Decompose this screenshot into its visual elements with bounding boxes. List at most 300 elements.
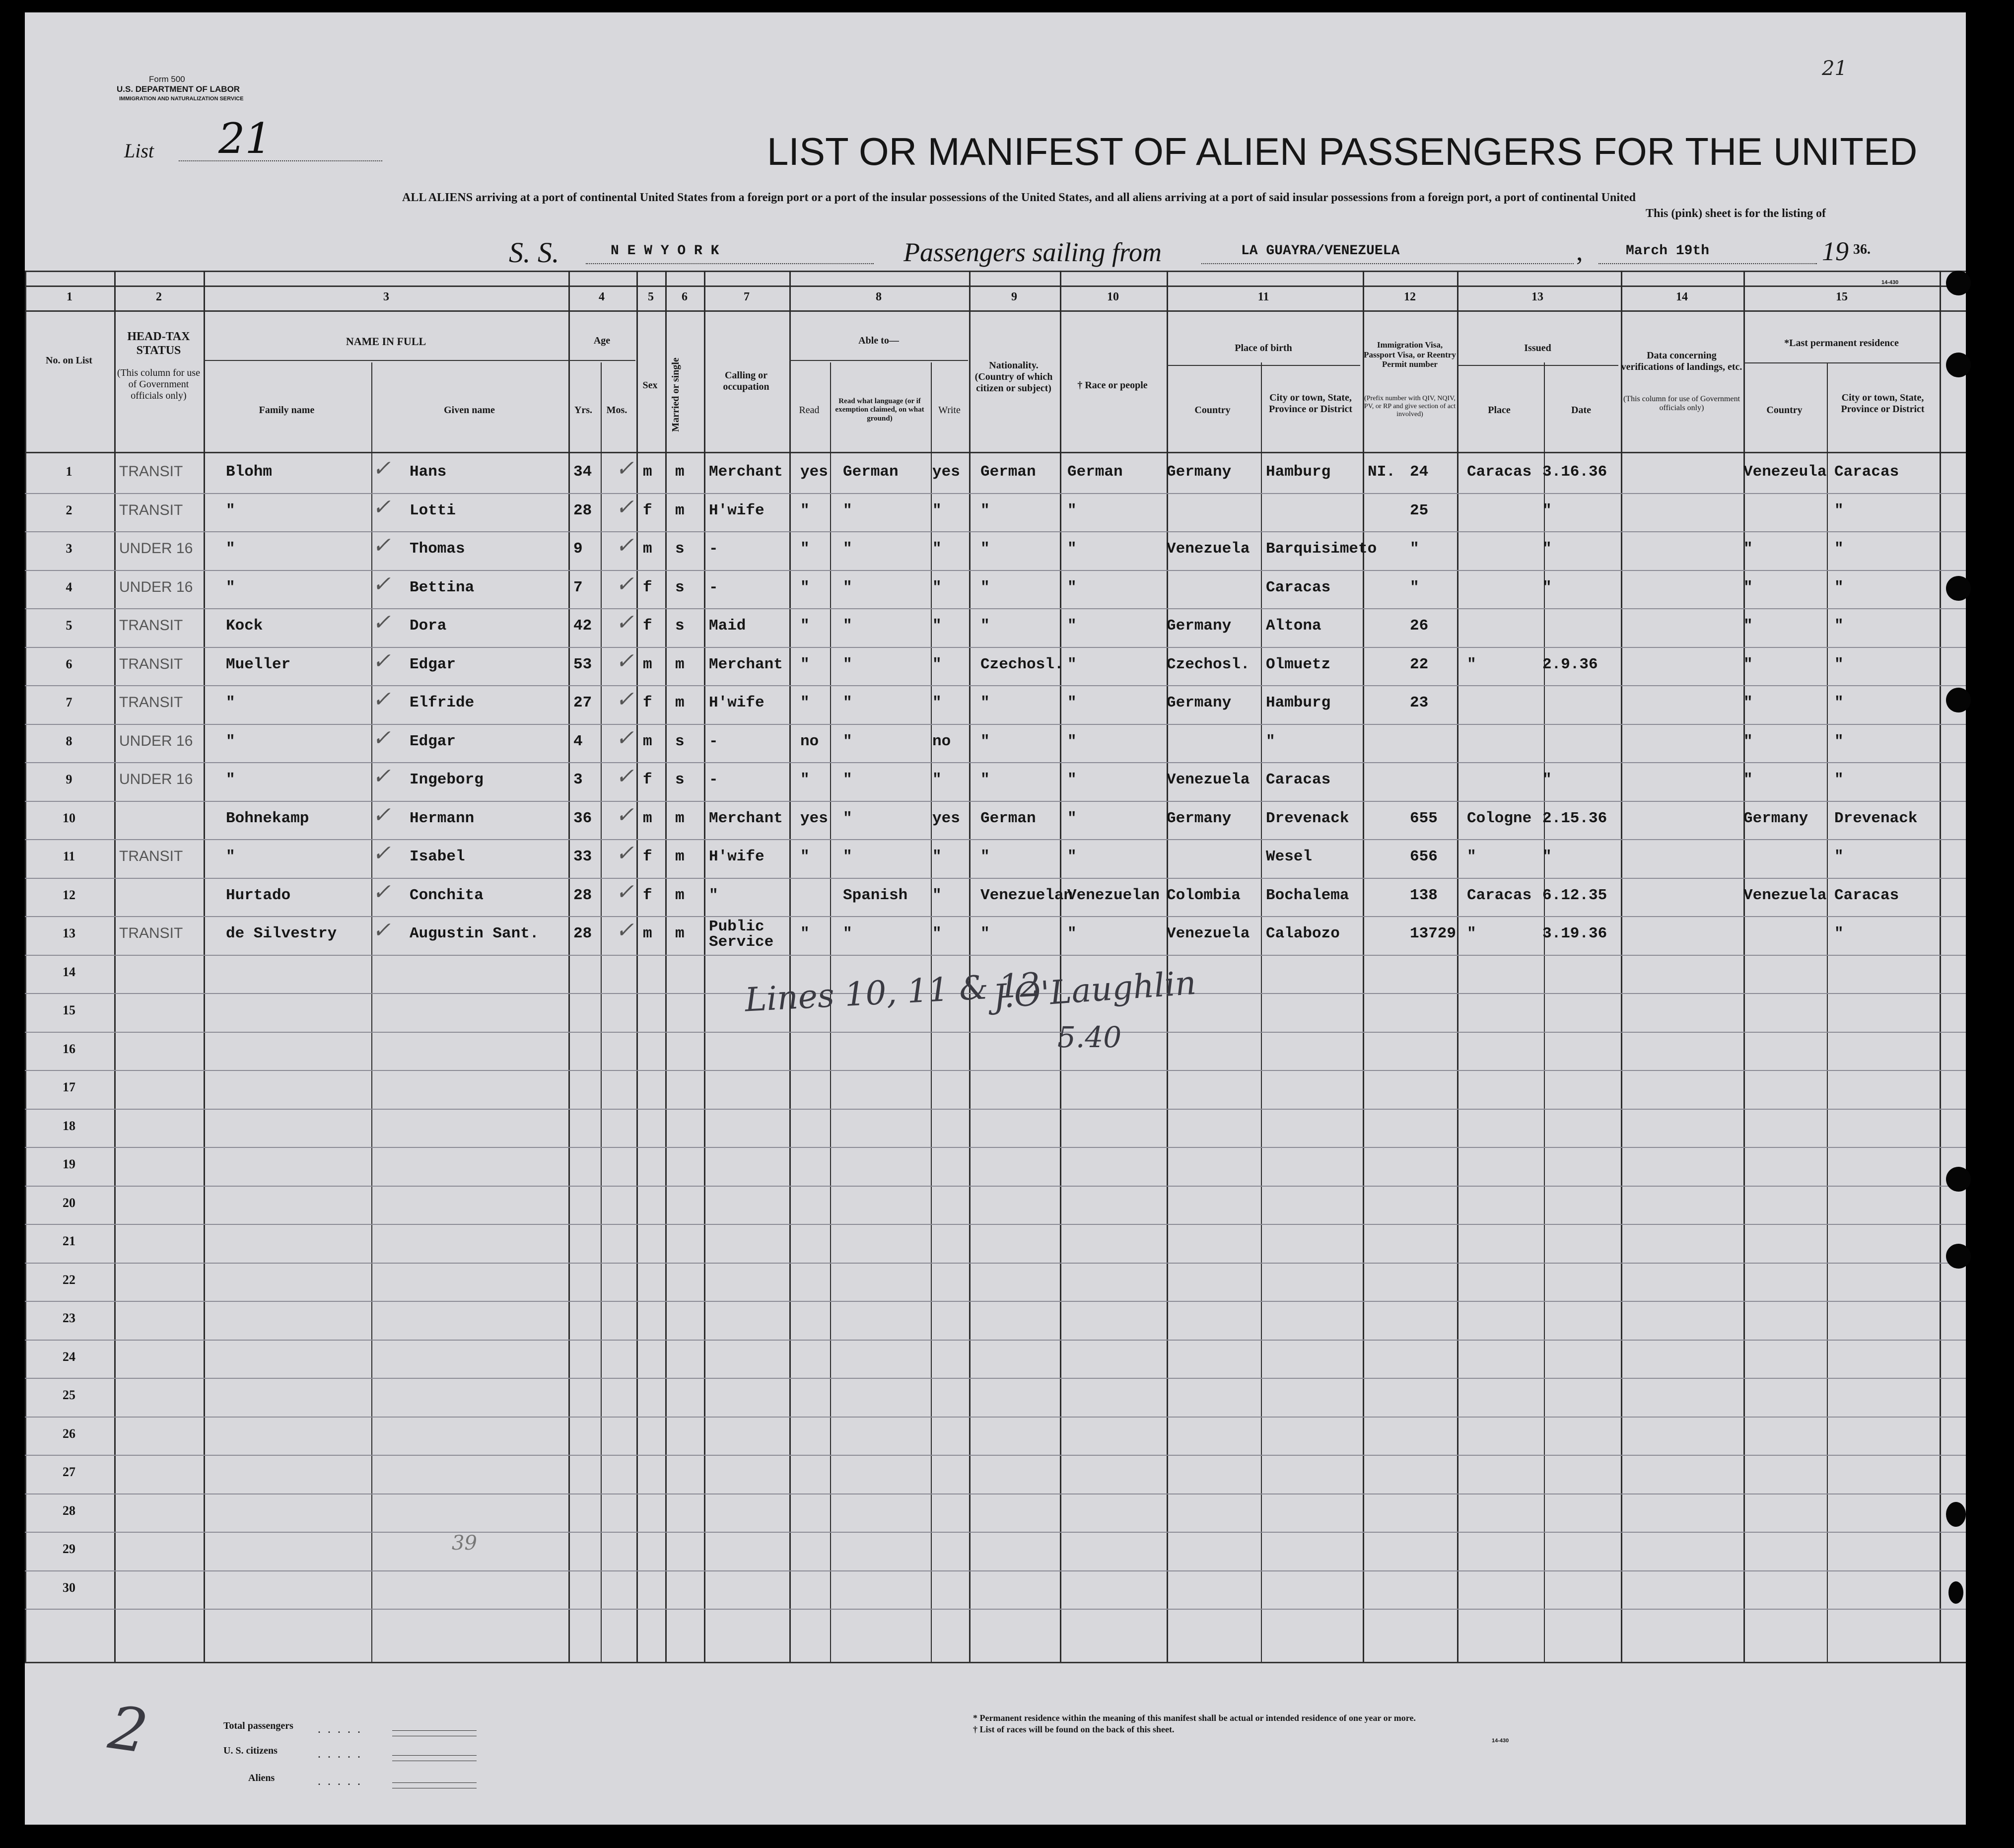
column-rule: [1261, 362, 1262, 1662]
row-number: 8: [66, 733, 72, 748]
col-landing-data: Data concerning verifications of landings, etc.: [1621, 350, 1742, 372]
col-head-tax: HEAD-TAX STATUS: [127, 330, 190, 357]
occupation: -: [709, 540, 718, 558]
list-underline: [179, 145, 382, 161]
head-tax-status: TRANSIT: [119, 463, 183, 480]
issued-place: ": [1467, 925, 1476, 942]
race: ": [1067, 771, 1077, 788]
can-write: ": [932, 925, 942, 942]
check-mark: ✓: [616, 687, 634, 712]
row-rule: [25, 839, 1966, 840]
residence-country: Venezuela: [1743, 886, 1827, 904]
race: Venezuelan: [1067, 886, 1160, 904]
check-mark: ✓: [616, 610, 634, 635]
row-rule: [25, 1070, 1966, 1071]
row-number: 9: [66, 772, 72, 786]
birth-country: Germany: [1167, 617, 1232, 635]
birth-city: Hamburg: [1266, 694, 1331, 711]
column-rule: [1363, 271, 1364, 1662]
check-mark: ✓: [372, 802, 391, 828]
occupation: H'wife: [709, 848, 764, 865]
read-language: ": [843, 848, 852, 865]
sex: f: [643, 694, 652, 711]
binder-hole: [1948, 1581, 1963, 1604]
column-number: 8: [876, 290, 882, 303]
nationality: ": [980, 540, 990, 558]
row-number: 13: [63, 926, 75, 940]
marital-status: m: [675, 694, 685, 711]
col-res-city: City or town, State, Province or District: [1841, 392, 1925, 415]
form-number: Form 500: [149, 74, 185, 84]
occupation: Maid: [709, 617, 746, 635]
row-number: 28: [63, 1503, 75, 1518]
residence-country: ": [1743, 655, 1753, 673]
birth-city: Bochalema: [1266, 886, 1349, 904]
read-language: ": [843, 501, 852, 519]
family-name: Mueller: [226, 655, 291, 673]
birth-city: Drevenack: [1266, 809, 1349, 827]
row-rule: [25, 878, 1966, 879]
column-rule: [601, 362, 602, 1662]
row-number: 17: [63, 1080, 75, 1094]
row-number: 11: [63, 849, 75, 863]
marital-status: m: [675, 886, 685, 904]
can-read: no: [800, 732, 819, 750]
col-visa: Immigration Visa, Passport Visa, or Reentry Permit number: [1364, 340, 1456, 369]
check-mark: ✓: [372, 456, 391, 481]
col-mos: Mos.: [606, 405, 627, 416]
visa-number: 13729: [1410, 925, 1457, 942]
family-name: ": [226, 771, 235, 788]
family-name: ": [226, 694, 235, 711]
birth-country: Venezuela: [1167, 540, 1250, 558]
column-rule: [704, 271, 705, 1662]
check-mark: ✓: [616, 533, 634, 558]
row-rule: [25, 801, 1966, 802]
footer-us-citizens: U. S. citizens: [223, 1745, 278, 1756]
nationality: ": [980, 694, 990, 711]
residence-country: ": [1743, 578, 1753, 596]
row-number: 4: [66, 579, 72, 594]
row-number: 26: [63, 1426, 75, 1441]
row-rule: [25, 647, 1966, 648]
date-underline: [1598, 263, 1817, 264]
birth-city: Caracas: [1266, 578, 1331, 596]
row-number: 5: [66, 618, 72, 633]
column-number: 3: [383, 290, 389, 303]
read-language: ": [843, 655, 852, 673]
family-name: ": [226, 501, 235, 519]
given-name: Elfride: [410, 694, 475, 711]
can-write: yes: [932, 463, 960, 481]
birth-city: Calabozo: [1266, 925, 1340, 942]
read-language: ": [843, 809, 852, 827]
table-top-rule: [25, 271, 1966, 272]
col-family-name: Family name: [259, 405, 315, 416]
column-rule: [636, 271, 638, 1662]
col-read: Read: [799, 405, 820, 416]
column-rule: [665, 271, 667, 1662]
nationality: German: [980, 809, 1036, 827]
can-read: ": [800, 925, 810, 942]
marital-status: s: [675, 617, 685, 635]
residence-country: ": [1743, 617, 1753, 635]
column-number: 6: [682, 290, 688, 303]
occupation: -: [709, 771, 718, 788]
issued-date: ": [1542, 540, 1552, 558]
col-birth-city: City or town, State, Province or District: [1268, 392, 1353, 415]
can-write: ": [932, 501, 942, 519]
nationality: Czechosl.: [980, 655, 1064, 673]
residence-city: ": [1834, 578, 1844, 596]
column-rule: [568, 271, 570, 1662]
row-rule: [25, 1378, 1966, 1379]
table-bottom-rule: [25, 1662, 1966, 1663]
row-number: 14: [63, 964, 75, 979]
head-tax-status: TRANSIT: [119, 694, 183, 711]
sex: m: [643, 655, 652, 673]
check-mark: ✓: [616, 764, 634, 789]
family-name: ": [226, 578, 235, 596]
age-years: 53: [573, 655, 592, 673]
read-language: ": [843, 732, 852, 750]
visa-number: 24: [1410, 463, 1429, 481]
residence-city: Caracas: [1834, 886, 1899, 904]
residence-country: ": [1743, 540, 1753, 558]
nationality: ": [980, 578, 990, 596]
col-calling: Calling or occupation: [723, 370, 769, 392]
can-write: ": [932, 617, 942, 635]
marital-status: m: [675, 848, 685, 865]
manifest-title: LIST OR MANIFEST OF ALIEN PASSENGERS FOR THE UNITED: [767, 130, 1918, 173]
total-line: [392, 1730, 477, 1736]
row-rule: [25, 1109, 1966, 1110]
issued-date: 2.9.36: [1542, 655, 1598, 673]
birth-country: Germany: [1167, 809, 1232, 827]
head-tax-status: UNDER 16: [119, 732, 193, 749]
given-name: Edgar: [410, 732, 456, 750]
age-years: 28: [573, 501, 592, 519]
given-name: Isabel: [410, 848, 465, 865]
can-read: ": [800, 578, 810, 596]
check-mark: ✓: [616, 725, 634, 751]
row-rule: [25, 955, 1966, 956]
row-rule: [25, 916, 1966, 917]
birth-country: Germany: [1167, 463, 1232, 481]
sailing-date: March 19th: [1626, 243, 1710, 259]
residence-city: ": [1834, 848, 1844, 865]
name-rule: [204, 360, 568, 361]
can-write: ": [932, 578, 942, 596]
occupation: Public Service: [709, 918, 774, 951]
can-write: ": [932, 540, 942, 558]
column-rule: [969, 271, 971, 1662]
check-mark: ✓: [372, 687, 391, 712]
occupation: H'wife: [709, 694, 764, 711]
nationality: Venezuelan: [980, 886, 1073, 904]
nationality: ": [980, 848, 990, 865]
head-tax-status: UNDER 16: [119, 540, 193, 557]
column-rule: [1940, 271, 1941, 1662]
sex: f: [643, 617, 652, 635]
read-language: ": [843, 617, 852, 635]
column-number: 5: [648, 290, 654, 303]
check-mark: ✓: [616, 648, 634, 674]
can-write: ": [932, 771, 942, 788]
read-language: German: [843, 463, 899, 481]
column-rule: [1621, 271, 1622, 1662]
residence-city: ": [1834, 540, 1844, 558]
can-write: ": [932, 655, 942, 673]
column-number: 4: [599, 290, 605, 303]
row-rule: [25, 685, 1966, 686]
sex: f: [643, 848, 652, 865]
can-write: ": [932, 694, 942, 711]
row-rule: [25, 1263, 1966, 1264]
col-place-of-birth: Place of birth: [1235, 343, 1292, 354]
marital-status: m: [675, 501, 685, 519]
head-tax-status: TRANSIT: [119, 925, 183, 941]
footer-total-passengers: Total passengers: [223, 1720, 293, 1731]
col-issued: Issued: [1524, 343, 1551, 354]
list-label: List: [124, 140, 154, 162]
occupation: Merchant: [709, 655, 783, 673]
occupation: ": [709, 886, 718, 904]
marital-status: m: [675, 809, 685, 827]
age-rule: [568, 360, 635, 361]
row-number: 6: [66, 656, 72, 671]
residence-city: ": [1834, 617, 1844, 635]
check-mark: ✓: [372, 918, 391, 943]
visa-number: 25: [1410, 501, 1429, 519]
birth-country: Germany: [1167, 694, 1232, 711]
residence-country: ": [1743, 694, 1753, 711]
port-name: LA GUAYRA/VENEZUELA: [1241, 243, 1400, 259]
issued-date: ": [1542, 501, 1552, 519]
can-read: ": [800, 501, 810, 519]
sex: f: [643, 578, 652, 596]
port-underline: [1201, 263, 1574, 264]
visa-number: 23: [1410, 694, 1429, 711]
race: ": [1067, 809, 1077, 827]
read-language: ": [843, 540, 852, 558]
given-name: Bettina: [410, 578, 475, 596]
check-mark: ✓: [372, 764, 391, 789]
service-label: IMMIGRATION AND NATURALIZATION SERVICE: [119, 96, 244, 102]
residence-city: ": [1834, 694, 1844, 711]
visa-number: 26: [1410, 617, 1429, 635]
given-name: Hans: [410, 463, 447, 481]
check-mark: ✓: [372, 571, 391, 597]
given-name: Edgar: [410, 655, 456, 673]
birth-country: Colombia: [1167, 886, 1241, 904]
row-number: 12: [63, 887, 75, 902]
row-rule: [25, 493, 1966, 494]
issued-place: Caracas: [1467, 886, 1532, 904]
check-mark: ✓: [616, 571, 634, 597]
race: ": [1067, 925, 1077, 942]
age-years: 28: [573, 886, 592, 904]
row-number: 2: [66, 502, 72, 517]
can-read: yes: [800, 463, 828, 481]
row-number: 27: [63, 1465, 75, 1479]
check-mark: ✓: [616, 456, 634, 481]
nationality: ": [980, 501, 990, 519]
dots-3: .....: [318, 1775, 367, 1788]
age-years: 33: [573, 848, 592, 865]
column-rule: [1827, 362, 1828, 1662]
visa-number: 138: [1410, 886, 1438, 904]
column-number: 15: [1836, 290, 1848, 303]
citizens-line: [392, 1755, 477, 1761]
header-code: 14-430: [1881, 280, 1899, 285]
marital-status: s: [675, 540, 685, 558]
family-name: Bohnekamp: [226, 809, 309, 827]
residence-city: Caracas: [1834, 463, 1899, 481]
race: ": [1067, 578, 1077, 596]
row-rule: [25, 1224, 1966, 1225]
issued-date: 2.15.36: [1542, 809, 1607, 827]
can-read: ": [800, 617, 810, 635]
column-number-rule-bottom: [25, 310, 1966, 312]
column-rule: [1457, 271, 1458, 1662]
comma: ,: [1576, 236, 1583, 266]
check-mark: ✓: [616, 802, 634, 828]
manifest-sheet: [25, 12, 1966, 1825]
col-no-on-list: No. on List: [46, 355, 92, 366]
issued-place: Caracas: [1467, 463, 1532, 481]
footer-note-2: † List of races will be found on the back of this sheet.: [973, 1724, 1175, 1734]
age-years: 42: [573, 617, 592, 635]
column-number: 13: [1531, 290, 1543, 303]
race: ": [1067, 540, 1077, 558]
nationality: ": [980, 617, 990, 635]
column-number: 12: [1404, 290, 1416, 303]
age-years: 9: [573, 540, 583, 558]
col-age: Age: [593, 335, 611, 346]
ss-label: S. S.: [509, 236, 559, 269]
birth-country: Czechosl.: [1167, 655, 1250, 673]
marital-status: s: [675, 771, 685, 788]
column-number: 9: [1011, 290, 1017, 303]
sex: f: [643, 886, 652, 904]
visa-number: 22: [1410, 655, 1429, 673]
occupation: Merchant: [709, 463, 783, 481]
can-write: yes: [932, 809, 960, 827]
race: ": [1067, 694, 1077, 711]
sex: f: [643, 501, 652, 519]
head-tax-status: TRANSIT: [119, 655, 183, 672]
nationality: ": [980, 771, 990, 788]
check-mark: ✓: [372, 648, 391, 674]
column-rule: [789, 271, 791, 1662]
sex: m: [643, 925, 652, 942]
given-name: Augustin Sant.: [410, 925, 539, 942]
col-race: † Race or people: [1077, 380, 1148, 391]
column-number: 14: [1676, 290, 1688, 303]
row-rule: [25, 1301, 1966, 1302]
marital-status: m: [675, 655, 685, 673]
issued-date: 3.19.36: [1542, 925, 1607, 942]
binder-hole: [1946, 353, 1971, 377]
row-number: 16: [63, 1041, 75, 1056]
read-language: ": [843, 578, 852, 596]
marital-status: s: [675, 732, 685, 750]
column-rule: [931, 362, 932, 1662]
col-write: Write: [938, 405, 961, 416]
row-number: 21: [63, 1234, 75, 1248]
column-rule: [114, 271, 116, 1662]
col-able-to: Able to—: [858, 335, 899, 346]
read-language: ": [843, 925, 852, 942]
col-landing-note: (This column for use of Government officials only): [1623, 395, 1740, 413]
row-number: 24: [63, 1349, 75, 1364]
row-rule: [25, 1532, 1966, 1533]
marital-status: m: [675, 925, 685, 942]
row-number: 30: [63, 1580, 75, 1595]
col-read-language: Read what language (or if exemption claimed, on what ground): [835, 397, 924, 423]
family-name: ": [226, 848, 235, 865]
binder-hole: [1946, 1502, 1966, 1527]
year-suffix: 36.: [1853, 242, 1871, 257]
head-tax-status: TRANSIT: [119, 501, 183, 518]
check-mark: ✓: [372, 725, 391, 751]
row-number: 20: [63, 1195, 75, 1210]
birth-rule: [1167, 365, 1360, 366]
row-number: 10: [63, 810, 75, 825]
can-read: ": [800, 540, 810, 558]
department-label: U.S. DEPARTMENT OF LABOR: [117, 84, 240, 94]
given-name: Hermann: [410, 809, 475, 827]
manifest-subtitle-1: ALL ALIENS arriving at a port of continental United States from a foreign port or a port of the insular possessions of the United States, and all aliens arriving at a port of said insular possessions from a foreign port, a port of continental United: [402, 191, 1636, 204]
race: ": [1067, 848, 1077, 865]
footer-note-1: * Permanent residence within the meaning of this manifest shall be actual or intended residence of one year or more.: [973, 1713, 1416, 1723]
age-years: 7: [573, 578, 583, 596]
sex: m: [643, 463, 652, 481]
given-name: Lotti: [410, 501, 456, 519]
age-years: 36: [573, 809, 592, 827]
visa-number: 656: [1410, 848, 1438, 865]
head-tax-status: TRANSIT: [119, 848, 183, 864]
able-rule: [789, 360, 968, 361]
check-mark: ✓: [372, 610, 391, 635]
family-name: Hurtado: [226, 886, 291, 904]
given-name: Conchita: [410, 886, 484, 904]
can-read: ": [800, 771, 810, 788]
check-mark: ✓: [616, 841, 634, 866]
column-number: 7: [744, 290, 750, 303]
row-number: 3: [66, 541, 72, 556]
age-years: 4: [573, 732, 583, 750]
occupation: -: [709, 732, 718, 750]
col-nationality: Nationality. (Country of which citizen or subject): [974, 360, 1053, 394]
birth-city: Caracas: [1266, 771, 1331, 788]
dots-2: .....: [318, 1748, 367, 1761]
given-name: Ingeborg: [410, 771, 484, 788]
row-number: 23: [63, 1311, 75, 1325]
family-name: ": [226, 732, 235, 750]
ship-underline: [586, 263, 874, 264]
can-read: ": [800, 655, 810, 673]
check-mark: ✓: [616, 918, 634, 943]
row-rule: [25, 1340, 1966, 1341]
row-rule: [25, 1570, 1966, 1571]
residence-city: ": [1834, 771, 1844, 788]
age-years: 3: [573, 771, 583, 788]
race: ": [1067, 655, 1077, 673]
issued-place: ": [1467, 655, 1476, 673]
column-rule: [204, 271, 205, 1662]
